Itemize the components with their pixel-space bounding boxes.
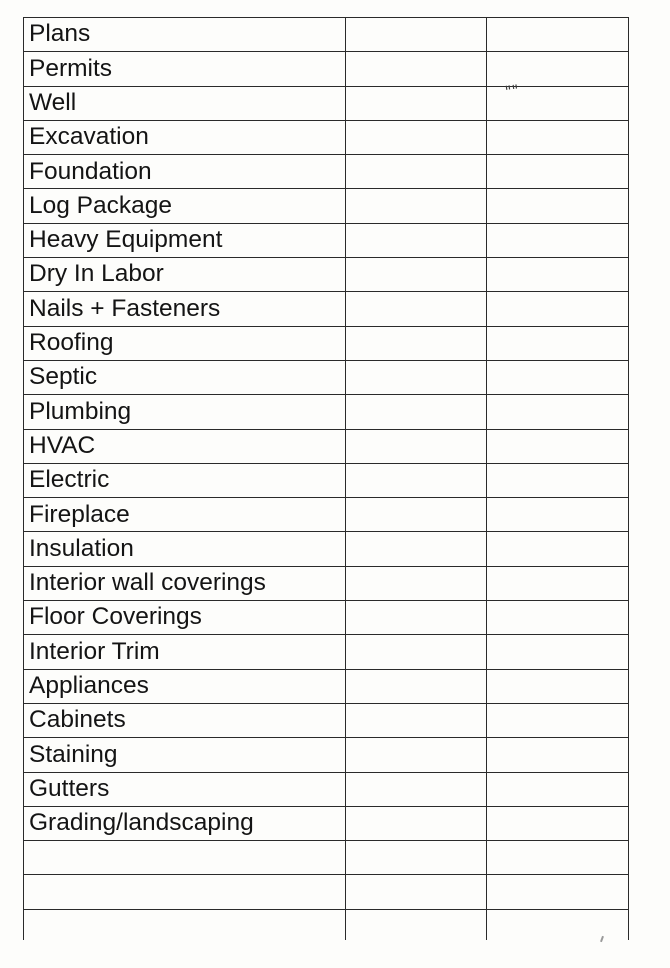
table-row — [24, 18, 629, 52]
blank-entry-cell — [487, 738, 629, 772]
table-row — [24, 360, 629, 394]
table-row — [24, 772, 629, 806]
blank-entry-cell — [487, 52, 629, 86]
item-label-cell: Interior wall coverings — [24, 566, 346, 600]
blank-entry-cell — [487, 669, 629, 703]
blank-entry-cell — [346, 463, 487, 497]
blank-entry-cell — [487, 155, 629, 189]
table-row — [24, 292, 629, 326]
blank-entry-cell — [487, 601, 629, 635]
table-row — [24, 120, 629, 154]
table-row — [24, 566, 629, 600]
item-label-cell: Excavation — [24, 120, 346, 154]
table-row — [24, 669, 629, 703]
blank-entry-cell — [346, 875, 487, 909]
blank-entry-cell — [487, 223, 629, 257]
table-row — [24, 841, 629, 875]
blank-entry-cell — [487, 292, 629, 326]
item-label-cell: Plans — [24, 18, 346, 52]
item-label-cell: Roofing — [24, 326, 346, 360]
blank-entry-cell — [487, 703, 629, 737]
item-label-cell: Fireplace — [24, 498, 346, 532]
table-row — [24, 86, 629, 120]
blank-entry-cell — [346, 86, 487, 120]
blank-entry-cell — [346, 360, 487, 394]
table-row — [24, 223, 629, 257]
blank-entry-cell — [487, 772, 629, 806]
blank-entry-cell — [346, 669, 487, 703]
item-label-cell: Permits — [24, 52, 346, 86]
item-label-cell: Dry In Labor — [24, 258, 346, 292]
item-label-cell: Interior Trim — [24, 635, 346, 669]
blank-entry-cell — [487, 395, 629, 429]
item-label-cell: Nails + Fasteners — [24, 292, 346, 326]
blank-entry-cell — [487, 909, 629, 940]
blank-entry-cell — [346, 429, 487, 463]
blank-entry-cell — [346, 532, 487, 566]
blank-entry-cell — [487, 429, 629, 463]
blank-entry-cell — [487, 841, 629, 875]
table-row — [24, 806, 629, 840]
blank-entry-cell — [346, 498, 487, 532]
table-row — [24, 189, 629, 223]
item-label-cell: Heavy Equipment — [24, 223, 346, 257]
table-row — [24, 326, 629, 360]
blank-entry-cell — [346, 703, 487, 737]
table-row — [24, 429, 629, 463]
blank-entry-cell — [346, 395, 487, 429]
blank-entry-cell — [346, 326, 487, 360]
table-row — [24, 635, 629, 669]
table-row — [24, 463, 629, 497]
blank-entry-cell — [346, 738, 487, 772]
item-label-cell: Electric — [24, 463, 346, 497]
table-row — [24, 52, 629, 86]
item-label-cell: Log Package — [24, 189, 346, 223]
item-label-cell: Grading/landscaping — [24, 806, 346, 840]
blank-entry-cell — [487, 635, 629, 669]
blank-entry-cell — [346, 601, 487, 635]
table-row — [24, 909, 629, 940]
cost-breakdown-table — [23, 17, 629, 940]
blank-entry-cell — [346, 120, 487, 154]
table-row — [24, 703, 629, 737]
table-row — [24, 498, 629, 532]
blank-entry-cell — [346, 635, 487, 669]
item-label-cell: Plumbing — [24, 395, 346, 429]
blank-entry-cell — [346, 772, 487, 806]
blank-entry-cell — [487, 258, 629, 292]
blank-entry-cell — [346, 566, 487, 600]
item-label-cell: Gutters — [24, 772, 346, 806]
item-label-cell: Septic — [24, 360, 346, 394]
table-row — [24, 601, 629, 635]
blank-entry-cell — [487, 498, 629, 532]
table-row — [24, 155, 629, 189]
blank-entry-cell — [346, 52, 487, 86]
blank-entry-cell — [346, 223, 487, 257]
blank-entry-cell — [487, 806, 629, 840]
item-label-cell: Foundation — [24, 155, 346, 189]
item-label-cell: Floor Coverings — [24, 601, 346, 635]
item-label-cell: Insulation — [24, 532, 346, 566]
handwritten-mark: "" — [503, 81, 520, 101]
blank-entry-cell — [487, 360, 629, 394]
blank-entry-cell — [346, 155, 487, 189]
item-label-cell: Appliances — [24, 669, 346, 703]
item-label-cell — [24, 841, 346, 875]
table-row — [24, 395, 629, 429]
blank-entry-cell — [346, 189, 487, 223]
blank-entry-cell — [487, 566, 629, 600]
item-label-cell: Staining — [24, 738, 346, 772]
table-row — [24, 875, 629, 909]
blank-entry-cell — [346, 841, 487, 875]
blank-entry-cell — [487, 875, 629, 909]
table-body — [24, 18, 629, 940]
blank-entry-cell — [487, 120, 629, 154]
blank-entry-cell — [487, 18, 629, 52]
item-label-cell — [24, 875, 346, 909]
item-label-cell — [24, 909, 346, 940]
table-row — [24, 738, 629, 772]
item-label-cell: Cabinets — [24, 703, 346, 737]
blank-entry-cell — [487, 532, 629, 566]
item-label-cell: Well — [24, 86, 346, 120]
blank-entry-cell — [487, 463, 629, 497]
blank-entry-cell — [346, 292, 487, 326]
blank-entry-cell — [346, 18, 487, 52]
blank-entry-cell — [346, 258, 487, 292]
table-row — [24, 532, 629, 566]
blank-entry-cell — [487, 326, 629, 360]
item-label-cell: HVAC — [24, 429, 346, 463]
blank-entry-cell — [487, 189, 629, 223]
blank-entry-cell — [346, 806, 487, 840]
table-row — [24, 258, 629, 292]
blank-entry-cell — [346, 909, 487, 940]
